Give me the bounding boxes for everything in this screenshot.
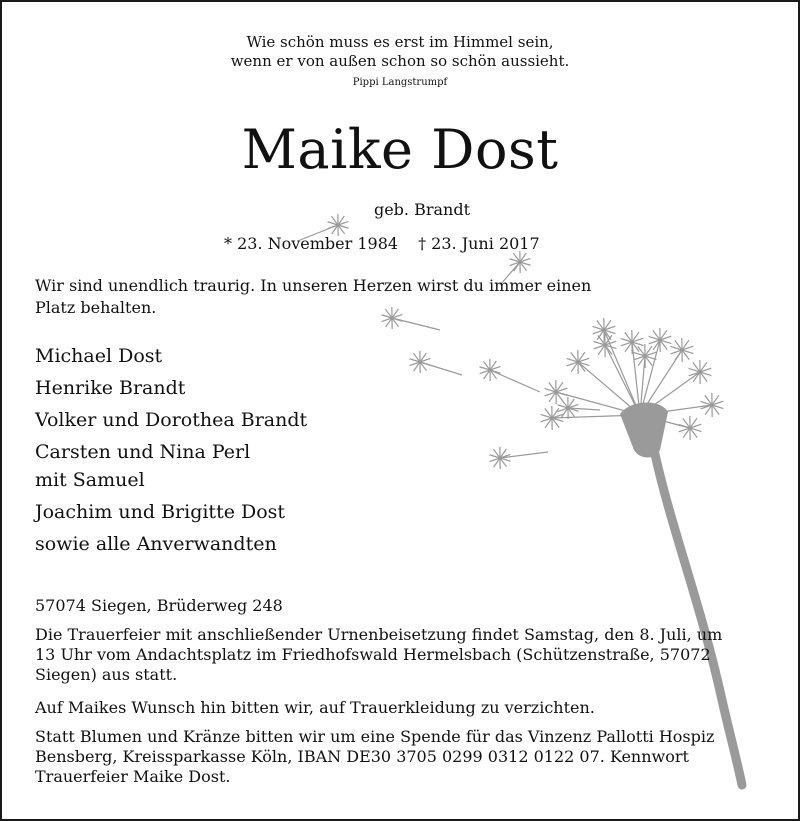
quote-line-1: Wie schön muss es erst im Himmel sein, bbox=[246, 33, 554, 51]
family-member: Volker und Dorothea Brandt bbox=[35, 409, 308, 431]
family-member: mit Samuel bbox=[35, 469, 145, 491]
family-member: Joachim und Brigitte Dost bbox=[35, 501, 286, 523]
deceased-name: Maike Dost bbox=[241, 118, 559, 181]
family-member: Michael Dost bbox=[35, 345, 163, 367]
family-member: Henrike Brandt bbox=[35, 377, 186, 399]
family-member: Carsten und Nina Perl bbox=[35, 441, 251, 463]
intro-text: Wir sind unendlich traurig. In unseren Herzen wirst du immer einen Platz behalten. bbox=[35, 276, 592, 317]
family-member: sowie alle Anverwandten bbox=[35, 533, 277, 555]
death-date: † 23. Juni 2017 bbox=[418, 234, 540, 253]
quote-source: Pippi Langstrumpf bbox=[352, 77, 448, 88]
life-dates bbox=[224, 234, 540, 253]
family-list bbox=[35, 342, 307, 562]
maiden-name: geb. Brandt bbox=[373, 200, 471, 219]
ceremony-info: Die Trauerfeier mit anschließender Urnenbeisetzung findet Samstag, den 8. Juli, um 13 Uhr vom Andachtsplatz im Friedhofswald Hermelsbach (Schützenstraße, 57072 Siegen) aus statt. bbox=[35, 625, 723, 684]
dress-code-info: Auf Maikes Wunsch hin bitten wir, auf Trauerkleidung zu verzichten. bbox=[35, 698, 595, 717]
donation-info: Statt Blumen und Kränze bitten wir um eine Spende für das Vinzenz Pallotti Hospiz Bensberg, Kreissparkasse Köln, IBAN DE30 3705 0299 0312 0122 07. Kennwort Trauerfeier Maike Dost. bbox=[35, 727, 715, 786]
address: 57074 Siegen, Brüderweg 248 bbox=[35, 596, 283, 615]
birth-date: * 23. November 1984 bbox=[224, 234, 399, 253]
quote-line-2: wenn er von außen schon so schön aussieht. bbox=[230, 52, 570, 70]
